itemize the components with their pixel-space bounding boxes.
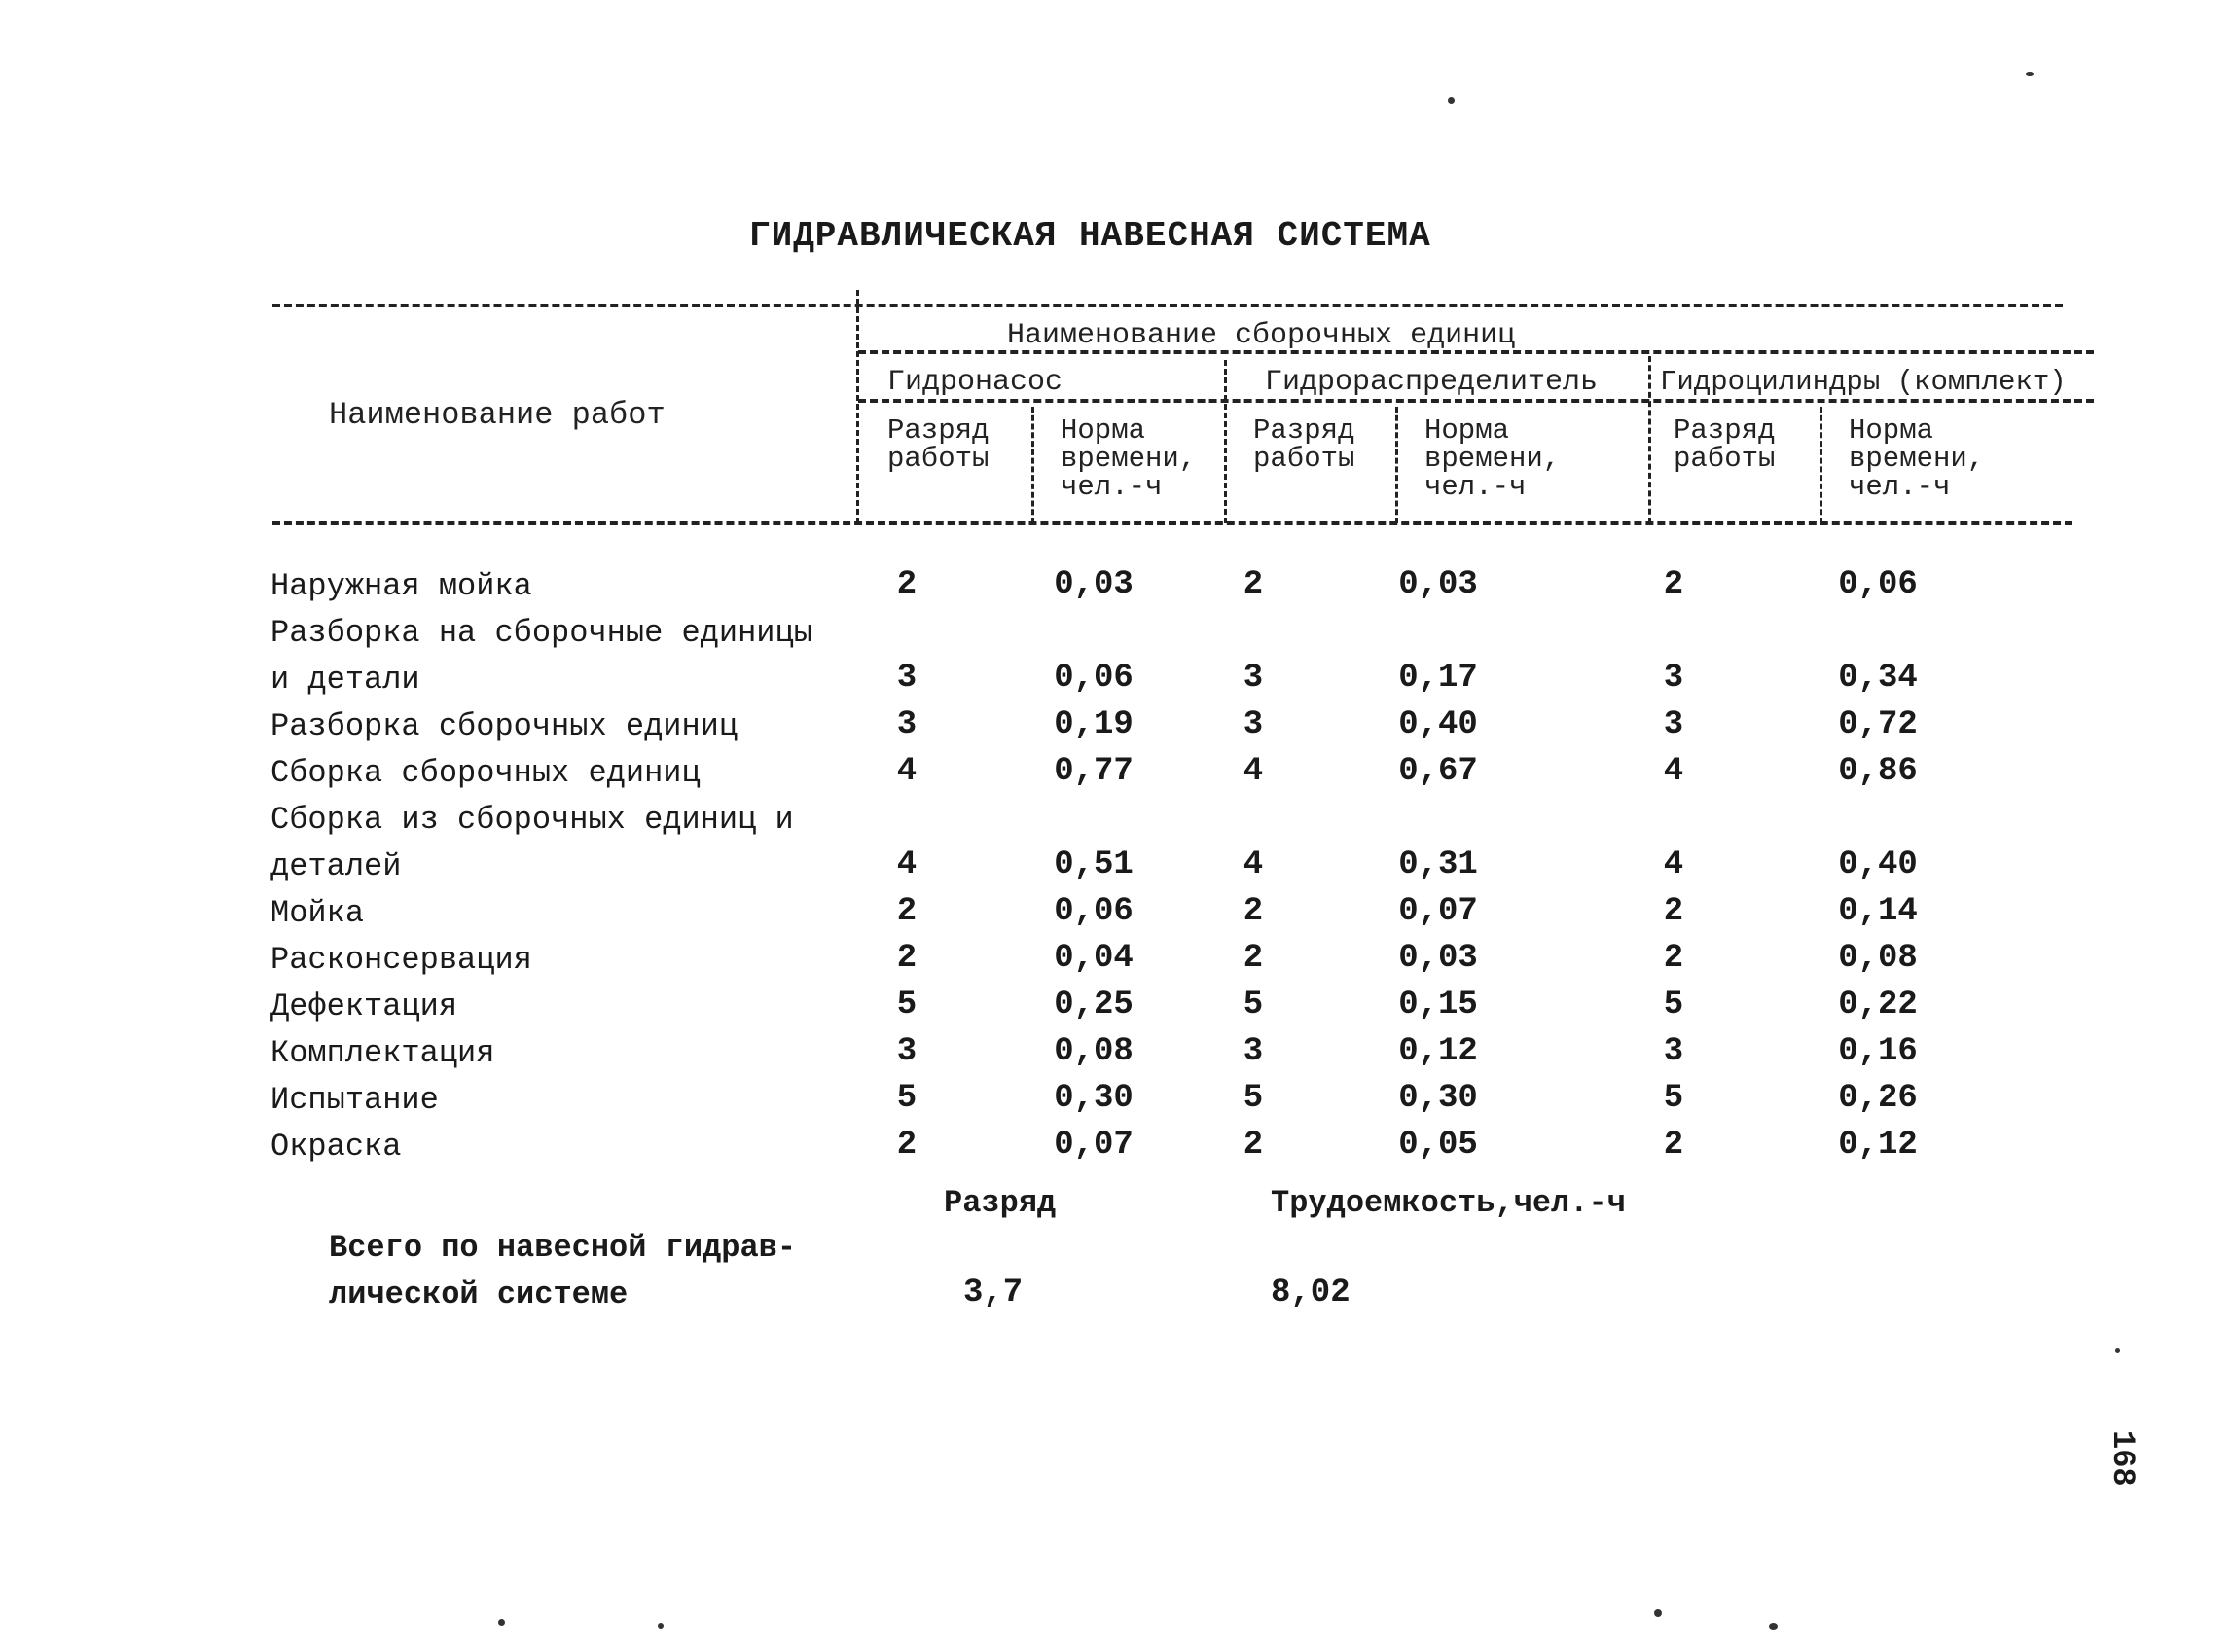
grade-cell: 5 <box>896 987 918 1024</box>
row-label: Разборка на сборочные единицы <box>270 615 812 651</box>
norm-cell: 0,03 <box>1054 566 1134 603</box>
group-header-distributor: Гидрораспределитель <box>1265 366 1599 399</box>
scan-speck <box>1448 97 1455 104</box>
norm-cell: 0,77 <box>1054 753 1134 790</box>
summary-labor-value: 8,02 <box>1271 1275 1351 1311</box>
norm-cell: 0,26 <box>1838 1080 1918 1117</box>
summary-grade-header: Разряд <box>944 1185 1057 1221</box>
grade-cell: 3 <box>1663 660 1684 697</box>
norm-cell: 0,40 <box>1398 706 1478 743</box>
norm-cell: 0,08 <box>1838 940 1918 977</box>
scan-speck <box>2026 72 2034 76</box>
assembly-units-header: Наименование сборочных единиц <box>1007 319 1516 352</box>
norm-cell: 0,04 <box>1054 940 1134 977</box>
grade-cell: 3 <box>896 1033 918 1070</box>
group-rule <box>858 399 2094 403</box>
grade-cell: 5 <box>1663 1080 1684 1117</box>
row-label: Расконсервация <box>270 942 532 978</box>
row-label: Разборка сборочных единиц <box>270 708 739 744</box>
row-label: Сборка сборочных единиц <box>270 755 701 791</box>
grade-cell: 3 <box>1243 660 1264 697</box>
scan-speck <box>1769 1623 1778 1630</box>
row-label: Мойка <box>270 895 365 931</box>
group-header-pump: Гидронасос <box>887 366 1063 399</box>
grade-cell: 4 <box>1243 846 1264 883</box>
col-divider-3 <box>1224 360 1227 523</box>
norm-cell: 0,30 <box>1054 1080 1134 1117</box>
norm-cell: 0,72 <box>1838 706 1918 743</box>
grade-cell: 4 <box>896 846 918 883</box>
grade-cell: 2 <box>1663 940 1684 977</box>
col-divider-2 <box>1031 407 1034 523</box>
grade-cell: 3 <box>896 706 918 743</box>
grade-cell: 2 <box>1663 566 1684 603</box>
norm-cell: 0,25 <box>1054 987 1134 1024</box>
norm-cell: 0,05 <box>1398 1127 1478 1164</box>
norm-cell: 0,17 <box>1398 660 1478 697</box>
grade-cell: 5 <box>1663 987 1684 1024</box>
scan-speck <box>1654 1609 1662 1617</box>
grade-cell: 4 <box>1243 753 1264 790</box>
row-label: Окраска <box>270 1129 402 1165</box>
grade-cell: 2 <box>1663 1127 1684 1164</box>
group-header-cylinders: Гидроцилиндры (комплект) <box>1660 366 2067 398</box>
summary-grade-value: 3,7 <box>963 1275 1024 1311</box>
summary-labor-header: Трудоемкость,чел.-ч <box>1271 1185 1626 1221</box>
scan-speck <box>2115 1348 2120 1353</box>
row-label: Дефектация <box>270 988 458 1024</box>
grade-cell: 2 <box>1243 566 1264 603</box>
col-divider-6 <box>1820 407 1822 523</box>
norm-cell: 0,06 <box>1838 566 1918 603</box>
table-top-rule <box>272 304 2063 307</box>
grade-cell: 3 <box>1243 706 1264 743</box>
grade-cell: 3 <box>896 660 918 697</box>
norm-col-header-2: Норма времени, чел.-ч <box>1424 414 1561 503</box>
row-label: Наружная мойка <box>270 568 532 604</box>
norm-cell: 0,12 <box>1838 1127 1918 1164</box>
norm-cell: 0,67 <box>1398 753 1478 790</box>
row-label: деталей <box>270 848 402 884</box>
norm-cell: 0,16 <box>1838 1033 1918 1070</box>
grade-cell: 2 <box>1243 1127 1264 1164</box>
grade-cell: 2 <box>896 940 918 977</box>
norm-cell: 0,34 <box>1838 660 1918 697</box>
row-label: Сборка из сборочных единиц и <box>270 802 794 838</box>
norm-cell: 0,06 <box>1054 660 1134 697</box>
norm-cell: 0,07 <box>1054 1127 1134 1164</box>
norm-cell: 0,15 <box>1398 987 1478 1024</box>
work-name-header: Наименование работ <box>329 397 666 433</box>
norm-cell: 0,30 <box>1398 1080 1478 1117</box>
norm-cell: 0,31 <box>1398 846 1478 883</box>
norm-cell: 0,08 <box>1054 1033 1134 1070</box>
norm-cell: 0,07 <box>1398 893 1478 930</box>
summary-label-line-1: Всего по навесной гидрав- <box>329 1230 797 1266</box>
grade-cell: 3 <box>1663 706 1684 743</box>
row-label: Испытание <box>270 1082 439 1118</box>
norm-cell: 0,86 <box>1838 753 1918 790</box>
norm-col-header-1: Норма времени, чел.-ч <box>1061 414 1197 503</box>
norm-cell: 0,12 <box>1398 1033 1478 1070</box>
col-divider-5 <box>1648 356 1651 523</box>
grade-cell: 3 <box>1243 1033 1264 1070</box>
norm-cell: 0,03 <box>1398 940 1478 977</box>
scan-speck <box>658 1623 664 1629</box>
grade-cell: 5 <box>1243 1080 1264 1117</box>
norm-col-header-3: Норма времени, чел.-ч <box>1849 414 1985 503</box>
col-divider-4 <box>1395 407 1398 523</box>
grade-cell: 5 <box>896 1080 918 1117</box>
header-bottom-rule <box>272 521 2072 525</box>
norm-cell: 0,51 <box>1054 846 1134 883</box>
norm-cell: 0,40 <box>1838 846 1918 883</box>
grade-cell: 2 <box>896 566 918 603</box>
row-label: Комплектация <box>270 1035 495 1071</box>
col-divider-1 <box>856 290 859 523</box>
grade-col-header-3: Разряд работы <box>1674 414 1776 475</box>
page-number: 168 <box>2105 1430 2141 1487</box>
grade-col-header-1: Разряд работы <box>887 414 990 475</box>
scan-speck <box>498 1619 505 1626</box>
grade-cell: 4 <box>896 753 918 790</box>
grade-cell: 2 <box>896 893 918 930</box>
norm-cell: 0,22 <box>1838 987 1918 1024</box>
norm-cell: 0,03 <box>1398 566 1478 603</box>
grade-col-header-2: Разряд работы <box>1253 414 1355 475</box>
norm-cell: 0,06 <box>1054 893 1134 930</box>
grade-cell: 2 <box>1243 940 1264 977</box>
norm-cell: 0,19 <box>1054 706 1134 743</box>
row-label: и детали <box>270 662 420 698</box>
page-title: ГИДРАВЛИЧЕСКАЯ НАВЕСНАЯ СИСТЕМА <box>749 216 1431 256</box>
grade-cell: 2 <box>1243 893 1264 930</box>
grade-cell: 4 <box>1663 846 1684 883</box>
summary-label-line-2: лической системе <box>329 1276 629 1312</box>
grade-cell: 5 <box>1243 987 1264 1024</box>
norm-cell: 0,14 <box>1838 893 1918 930</box>
grade-cell: 3 <box>1663 1033 1684 1070</box>
grade-cell: 2 <box>1663 893 1684 930</box>
grade-cell: 4 <box>1663 753 1684 790</box>
grade-cell: 2 <box>896 1127 918 1164</box>
